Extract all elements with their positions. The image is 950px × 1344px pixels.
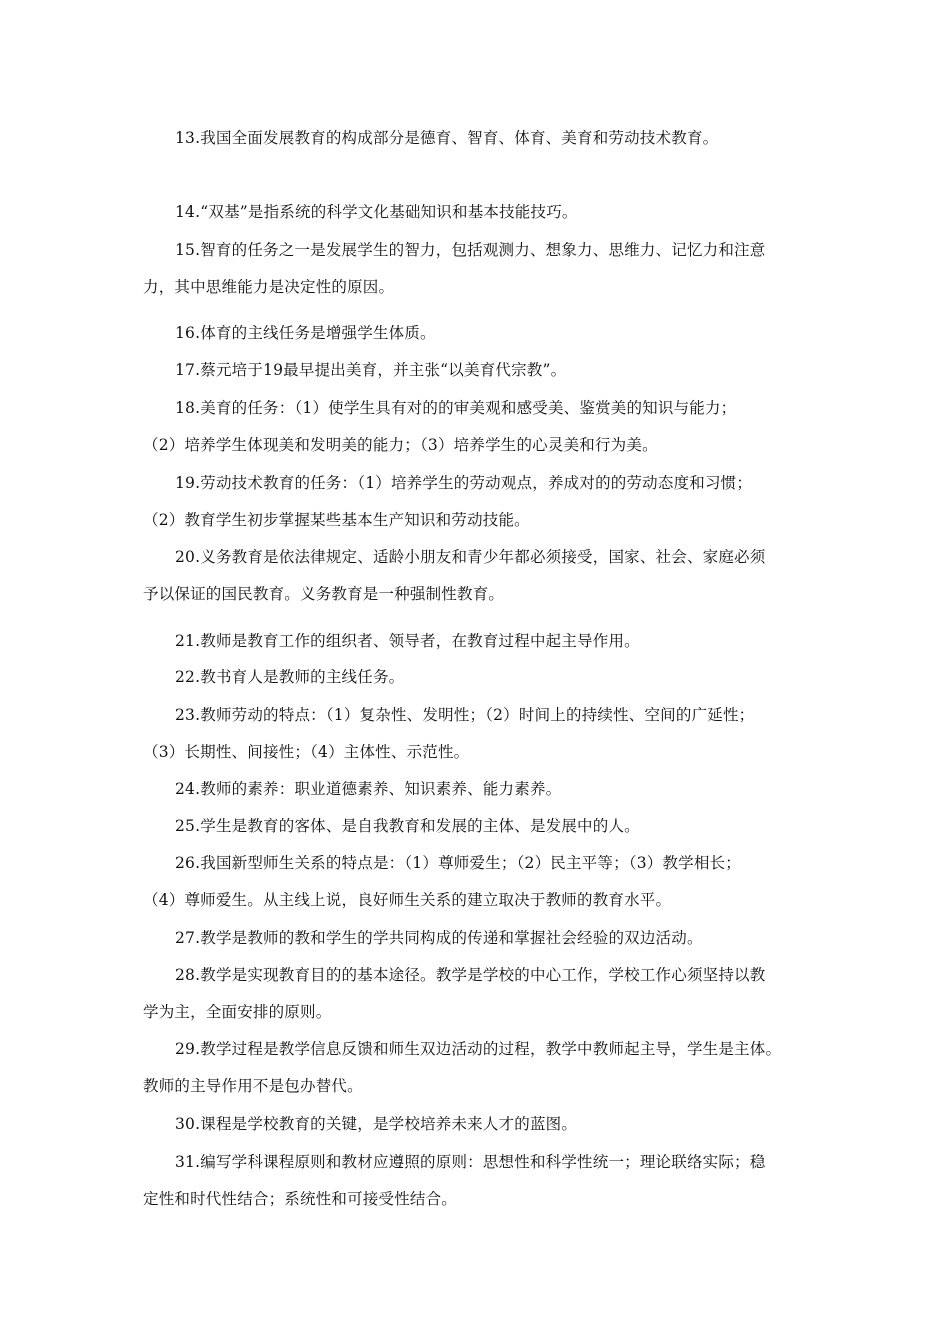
item-29-line-1: 29.教学过程是教学信息反馈和师生双边活动的过程，教学中教师起主导，学生是主体。 — [175, 1040, 782, 1058]
item-24-line-1: 24.教师的素养：职业道德素养、知识素养、能力素养。 — [175, 780, 562, 798]
item-28-line-2: 学为主，全面安排的原则。 — [143, 1003, 332, 1021]
item-20-line-2: 予以保证的国民教育。义务教育是一种强制性教育。 — [143, 585, 505, 603]
item-13-line-1: 13.我国全面发展教育的构成部分是德育、智育、体育、美育和劳动技术教育。 — [175, 129, 719, 147]
item-25-line-1: 25.学生是教育的客体、是自我教育和发展的主体、是发展中的人。 — [175, 817, 640, 835]
item-15-line-1: 15.智育的任务之一是发展学生的智力，包括观测力、想象力、思维力、记忆力和注意 — [175, 241, 766, 259]
item-15-line-2: 力，其中思维能力是决定性的原因。 — [143, 278, 395, 296]
item-31-line-2: 定性和时代性结合；系统性和可接受性结合。 — [143, 1190, 458, 1208]
item-17-line-1: 17.蔡元培于19最早提出美育，并主张“以美育代宗教”。 — [175, 361, 567, 379]
item-18-line-1: 18.美育的任务：（1）使学生具有对的的审美观和感受美、鉴赏美的知识与能力； — [175, 399, 737, 417]
item-26-line-2: （4）尊师爱生。从主线上说，良好师生关系的建立取决于教师的教育水平。 — [143, 891, 672, 909]
item-23-line-2: （3）长期性、间接性；（4）主体性、示范性。 — [143, 743, 470, 761]
item-22-line-1: 22.教书育人是教师的主线任务。 — [175, 668, 405, 686]
item-30-line-1: 30.课程是学校教育的关键，是学校培养未来人才的蓝图。 — [175, 1115, 578, 1133]
item-26-line-1: 26.我国新型师生关系的特点是：（1）尊师爱生；（2）民主平等；（3）教学相长； — [175, 854, 741, 872]
item-19-line-2: （2）教育学生初步掌握某些基本生产知识和劳动技能。 — [143, 511, 530, 529]
item-23-line-1: 23.教师劳动的特点：（1）复杂性、发明性；（2）时间上的持续性、空间的广延性； — [175, 706, 755, 724]
item-18-line-2: （2）培养学生体现美和发明美的能力；（3）培养学生的心灵美和行为美。 — [143, 436, 658, 454]
item-19-line-1: 19.劳动技术教育的任务：（1）培养学生的劳动观点，养成对的的劳动态度和习惯； — [175, 474, 753, 492]
item-27-line-1: 27.教学是教师的教和学生的学共同构成的传递和掌握社会经验的双边活动。 — [175, 929, 703, 947]
item-28-line-1: 28.教学是实现教育目的的基本途径。教学是学校的中心工作，学校工作心须坚持以教 — [175, 966, 766, 984]
item-29-line-2: 教师的主导作用不是包办替代。 — [143, 1077, 363, 1095]
item-20-line-1: 20.义务教育是依法律规定、适龄小朋友和青少年都必须接受，国家、社会、家庭必须 — [175, 548, 766, 566]
item-14-line-1: 14.“双基”是指系统的科学文化基础知识和基本技能技巧。 — [175, 203, 578, 221]
item-16-line-1: 16.体育的主线任务是增强学生体质。 — [175, 324, 436, 342]
item-21-line-1: 21.教师是教育工作的组织者、领导者，在教育过程中起主导作用。 — [175, 632, 640, 650]
item-31-line-1: 31.编写学科课程原则和教材应遵照的原则：思想性和科学性统一；理论联络实际；稳 — [175, 1153, 766, 1171]
